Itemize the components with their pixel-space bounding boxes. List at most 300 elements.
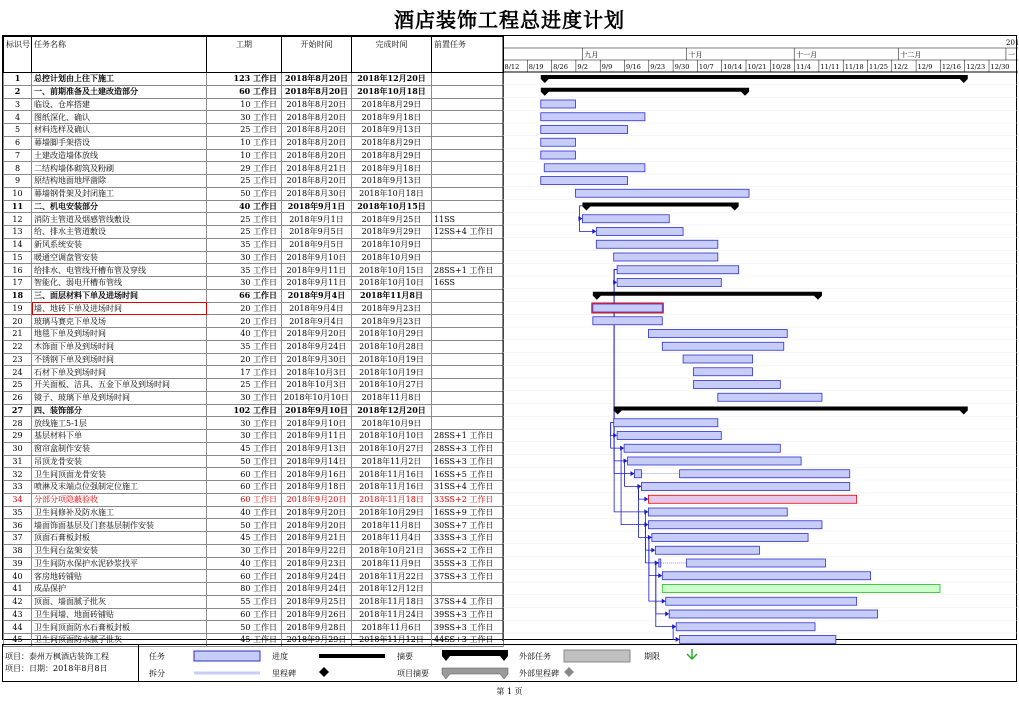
- task-predecessors[interactable]: [432, 85, 504, 98]
- task-duration[interactable]: 45 工作日: [207, 442, 282, 455]
- task-predecessors[interactable]: [432, 175, 504, 188]
- task-start[interactable]: 2018年8月21日: [282, 162, 352, 175]
- task-id[interactable]: 4: [4, 111, 32, 124]
- task-id[interactable]: 3: [4, 98, 32, 111]
- table-row[interactable]: [4, 532, 504, 545]
- task-id[interactable]: 9: [4, 175, 32, 188]
- task-id[interactable]: 38: [4, 544, 32, 557]
- table-row[interactable]: [4, 289, 504, 302]
- task-start[interactable]: 2018年8月20日: [282, 98, 352, 111]
- table-row[interactable]: [4, 85, 504, 98]
- task-predecessors[interactable]: 11SS: [432, 213, 504, 226]
- task-name[interactable]: 喷淋及末端点位强制定位施工: [32, 481, 207, 494]
- task-predecessors[interactable]: [432, 289, 504, 302]
- task-predecessors[interactable]: [432, 111, 504, 124]
- task-start[interactable]: 2018年9月30日: [282, 353, 352, 366]
- task-duration[interactable]: 40 工作日: [207, 200, 282, 213]
- task-duration[interactable]: 30 工作日: [207, 417, 282, 430]
- task-name[interactable]: 吊顶龙骨安装: [32, 455, 207, 468]
- task-predecessors[interactable]: 33SS+3 工作日: [432, 532, 504, 545]
- task-duration[interactable]: 25 工作日: [207, 213, 282, 226]
- task-name[interactable]: 卫生间顶面防水石膏板封板: [32, 621, 207, 634]
- task-start[interactable]: 2018年9月25日: [282, 595, 352, 608]
- task-start[interactable]: 2018年8月20日: [282, 136, 352, 149]
- task-id[interactable]: 33: [4, 481, 32, 494]
- table-row[interactable]: [4, 213, 504, 226]
- task-duration[interactable]: 30 工作日: [207, 111, 282, 124]
- task-duration[interactable]: 123 工作日: [207, 73, 282, 86]
- task-predecessors[interactable]: 44SS+3 工作日: [432, 634, 504, 647]
- task-name[interactable]: 总控计划由上往下施工: [32, 73, 207, 86]
- task-finish[interactable]: 2018年10月19日: [352, 366, 432, 379]
- table-row[interactable]: [4, 328, 504, 341]
- task-duration[interactable]: 60 工作日: [207, 570, 282, 583]
- task-id[interactable]: 21: [4, 328, 32, 341]
- task-start[interactable]: 2018年8月20日: [282, 111, 352, 124]
- task-predecessors[interactable]: [432, 340, 504, 353]
- task-finish[interactable]: 2018年11月22日: [352, 570, 432, 583]
- task-name[interactable]: 窗帘盒制作安装: [32, 442, 207, 455]
- task-start[interactable]: 2018年9月4日: [282, 289, 352, 302]
- task-predecessors[interactable]: 16SS+9 工作日: [432, 506, 504, 519]
- task-predecessors[interactable]: 28SS+1 工作日: [432, 430, 504, 443]
- task-duration[interactable]: 30 工作日: [207, 391, 282, 404]
- task-start[interactable]: 2018年9月22日: [282, 544, 352, 557]
- task-id[interactable]: 8: [4, 162, 32, 175]
- table-row[interactable]: [4, 175, 504, 188]
- task-predecessors[interactable]: [432, 149, 504, 162]
- task-name[interactable]: 二结构墙体砌筑及粉刷: [32, 162, 207, 175]
- task-duration[interactable]: 66 工作日: [207, 289, 282, 302]
- table-row[interactable]: [4, 583, 504, 596]
- task-name[interactable]: 放线施工5-1层: [32, 417, 207, 430]
- task-start[interactable]: 2018年9月20日: [282, 506, 352, 519]
- table-row[interactable]: [4, 544, 504, 557]
- task-id[interactable]: 5: [4, 124, 32, 137]
- task-predecessors[interactable]: [432, 73, 504, 86]
- task-predecessors[interactable]: 33SS+2 工作日: [432, 493, 504, 506]
- task-id[interactable]: 19: [4, 302, 32, 315]
- task-finish[interactable]: 2018年11月18日: [352, 595, 432, 608]
- task-finish[interactable]: 2018年10月10日: [352, 277, 432, 290]
- table-row[interactable]: [4, 251, 504, 264]
- task-finish[interactable]: 2018年10月29日: [352, 506, 432, 519]
- task-start[interactable]: 2018年9月4日: [282, 315, 352, 328]
- task-finish[interactable]: 2018年10月15日: [352, 264, 432, 277]
- task-start[interactable]: 2018年9月10日: [282, 417, 352, 430]
- table-row[interactable]: [4, 519, 504, 532]
- task-predecessors[interactable]: [432, 238, 504, 251]
- task-start[interactable]: 2018年8月20日: [282, 175, 352, 188]
- task-predecessors[interactable]: 37SS+3 工作日: [432, 570, 504, 583]
- task-predecessors[interactable]: [432, 353, 504, 366]
- task-duration[interactable]: 35 工作日: [207, 340, 282, 353]
- table-row[interactable]: [4, 468, 504, 481]
- table-row[interactable]: [4, 149, 504, 162]
- task-name[interactable]: 成品保护: [32, 583, 207, 596]
- task-name[interactable]: 新风系统安装: [32, 238, 207, 251]
- task-start[interactable]: 2018年9月24日: [282, 583, 352, 596]
- task-predecessors[interactable]: [432, 583, 504, 596]
- task-duration[interactable]: 10 工作日: [207, 98, 282, 111]
- table-row[interactable]: [4, 277, 504, 290]
- task-id[interactable]: 29: [4, 430, 32, 443]
- task-id[interactable]: 1: [4, 73, 32, 86]
- task-finish[interactable]: 2018年8月29日: [352, 136, 432, 149]
- task-id[interactable]: 41: [4, 583, 32, 596]
- table-row[interactable]: [4, 595, 504, 608]
- task-duration[interactable]: 25 工作日: [207, 226, 282, 239]
- task-start[interactable]: 2018年9月28日: [282, 621, 352, 634]
- task-name[interactable]: 墙、地砖下单及进场时间: [32, 302, 207, 315]
- task-id[interactable]: 7: [4, 149, 32, 162]
- task-duration[interactable]: 25 工作日: [207, 124, 282, 137]
- table-row[interactable]: [4, 73, 504, 86]
- task-start[interactable]: 2018年9月29日: [282, 634, 352, 647]
- task-duration[interactable]: 80 工作日: [207, 583, 282, 596]
- task-name[interactable]: 顶面石膏板封板: [32, 532, 207, 545]
- table-row[interactable]: [4, 391, 504, 404]
- task-name[interactable]: 智能化、弱电开槽布管线: [32, 277, 207, 290]
- table-row[interactable]: [4, 315, 504, 328]
- task-predecessors[interactable]: [432, 315, 504, 328]
- task-id[interactable]: 25: [4, 379, 32, 392]
- task-predecessors[interactable]: 28SS+1 工作日: [432, 264, 504, 277]
- table-row[interactable]: [4, 366, 504, 379]
- task-duration[interactable]: 17 工作日: [207, 366, 282, 379]
- task-duration[interactable]: 50 工作日: [207, 621, 282, 634]
- task-id[interactable]: 10: [4, 187, 32, 200]
- task-start[interactable]: 2018年9月13日: [282, 442, 352, 455]
- table-row[interactable]: [4, 417, 504, 430]
- task-finish[interactable]: 2018年10月27日: [352, 379, 432, 392]
- task-name[interactable]: 顶面、墙面腻子批灰: [32, 595, 207, 608]
- task-start[interactable]: 2018年10月10日: [282, 391, 352, 404]
- task-predecessors[interactable]: [432, 136, 504, 149]
- table-row[interactable]: [4, 455, 504, 468]
- task-predecessors[interactable]: 16SS+3 工作日: [432, 455, 504, 468]
- task-id[interactable]: 44: [4, 621, 32, 634]
- task-id[interactable]: 14: [4, 238, 32, 251]
- task-name[interactable]: 二、机电安装部分: [32, 200, 207, 213]
- table-row[interactable]: [4, 200, 504, 213]
- task-finish[interactable]: 2018年8月29日: [352, 149, 432, 162]
- task-name[interactable]: 不锈钢下单及到场时间: [32, 353, 207, 366]
- task-predecessors[interactable]: [432, 302, 504, 315]
- task-id[interactable]: 22: [4, 340, 32, 353]
- task-finish[interactable]: 2018年10月9日: [352, 251, 432, 264]
- task-name[interactable]: 石材下单及到场时间: [32, 366, 207, 379]
- task-finish[interactable]: 2018年8月29日: [352, 98, 432, 111]
- task-start[interactable]: 2018年9月16日: [282, 468, 352, 481]
- task-start[interactable]: 2018年9月23日: [282, 557, 352, 570]
- task-duration[interactable]: 50 工作日: [207, 187, 282, 200]
- task-finish[interactable]: 2018年9月23日: [352, 302, 432, 315]
- task-duration[interactable]: 40 工作日: [207, 328, 282, 341]
- task-finish[interactable]: 2018年10月19日: [352, 353, 432, 366]
- task-duration[interactable]: 20 工作日: [207, 315, 282, 328]
- task-start[interactable]: 2018年9月1日: [282, 213, 352, 226]
- task-start[interactable]: 2018年9月10日: [282, 251, 352, 264]
- task-start[interactable]: 2018年8月20日: [282, 85, 352, 98]
- task-id[interactable]: 34: [4, 493, 32, 506]
- task-start[interactable]: 2018年9月20日: [282, 328, 352, 341]
- task-predecessors[interactable]: 31SS+4 工作日: [432, 481, 504, 494]
- task-finish[interactable]: 2018年10月29日: [352, 328, 432, 341]
- column-header-finish[interactable]: 完成时间: [352, 37, 432, 73]
- task-duration[interactable]: 40 工作日: [207, 506, 282, 519]
- task-predecessors[interactable]: [432, 251, 504, 264]
- task-start[interactable]: 2018年9月11日: [282, 264, 352, 277]
- task-name[interactable]: 客房地砖铺贴: [32, 570, 207, 583]
- task-predecessors[interactable]: [432, 162, 504, 175]
- task-finish[interactable]: 2018年9月25日: [352, 213, 432, 226]
- task-finish[interactable]: 2018年12月12日: [352, 583, 432, 596]
- table-row[interactable]: [4, 353, 504, 366]
- table-row[interactable]: [4, 379, 504, 392]
- table-row[interactable]: [4, 226, 504, 239]
- task-id[interactable]: 16: [4, 264, 32, 277]
- task-duration[interactable]: 45 工作日: [207, 532, 282, 545]
- task-name[interactable]: 开关面板、洁具、五金下单及到场时间: [32, 379, 207, 392]
- task-id[interactable]: 42: [4, 595, 32, 608]
- task-predecessors[interactable]: 16SS+5 工作日: [432, 468, 504, 481]
- task-name[interactable]: 卫生间顶面防水腻子批灰: [32, 634, 207, 647]
- task-duration[interactable]: 60 工作日: [207, 468, 282, 481]
- task-finish[interactable]: 2018年10月21日: [352, 544, 432, 557]
- task-start[interactable]: 2018年8月20日: [282, 73, 352, 86]
- table-row[interactable]: [4, 111, 504, 124]
- task-id[interactable]: 45: [4, 634, 32, 647]
- table-row[interactable]: [4, 187, 504, 200]
- task-duration[interactable]: 45 工作日: [207, 634, 282, 647]
- task-finish[interactable]: 2018年11月12日: [352, 634, 432, 647]
- task-id[interactable]: 26: [4, 391, 32, 404]
- task-name[interactable]: 土建改造墙体放线: [32, 149, 207, 162]
- task-name[interactable]: 消防主管道及烟感管线敷设: [32, 213, 207, 226]
- task-id[interactable]: 6: [4, 136, 32, 149]
- task-name[interactable]: 幕墙钢骨架及封闭施工: [32, 187, 207, 200]
- task-duration[interactable]: 30 工作日: [207, 277, 282, 290]
- task-name[interactable]: 临设、仓库搭建: [32, 98, 207, 111]
- task-duration[interactable]: 25 工作日: [207, 379, 282, 392]
- task-finish[interactable]: 2018年11月6日: [352, 621, 432, 634]
- task-start[interactable]: 2018年9月10日: [282, 404, 352, 417]
- task-duration[interactable]: 29 工作日: [207, 162, 282, 175]
- task-predecessors[interactable]: [432, 124, 504, 137]
- task-finish[interactable]: 2018年11月18日: [352, 493, 432, 506]
- task-predecessors[interactable]: [432, 328, 504, 341]
- task-id[interactable]: 15: [4, 251, 32, 264]
- task-predecessors[interactable]: 16SS: [432, 277, 504, 290]
- task-name[interactable]: 图纸深化、确认: [32, 111, 207, 124]
- task-finish[interactable]: 2018年10月10日: [352, 430, 432, 443]
- task-start[interactable]: 2018年9月20日: [282, 493, 352, 506]
- table-row[interactable]: [4, 302, 504, 315]
- task-predecessors[interactable]: 28SS+3 工作日: [432, 442, 504, 455]
- task-finish[interactable]: 2018年11月9日: [352, 557, 432, 570]
- table-row[interactable]: [4, 340, 504, 353]
- task-finish[interactable]: 2018年9月29日: [352, 226, 432, 239]
- task-duration[interactable]: 30 工作日: [207, 430, 282, 443]
- task-name[interactable]: 基层材料下单: [32, 430, 207, 443]
- task-finish[interactable]: 2018年10月9日: [352, 417, 432, 430]
- task-duration[interactable]: 25 工作日: [207, 175, 282, 188]
- task-finish[interactable]: 2018年11月8日: [352, 289, 432, 302]
- task-name[interactable]: 三、面层材料下单及进场时间: [32, 289, 207, 302]
- task-duration[interactable]: 50 工作日: [207, 519, 282, 532]
- task-finish[interactable]: 2018年11月16日: [352, 468, 432, 481]
- table-row[interactable]: [4, 442, 504, 455]
- task-name[interactable]: 材料选样及确认: [32, 124, 207, 137]
- task-predecessors[interactable]: [432, 404, 504, 417]
- task-id[interactable]: 40: [4, 570, 32, 583]
- table-row[interactable]: [4, 621, 504, 634]
- task-duration[interactable]: 50 工作日: [207, 455, 282, 468]
- task-duration[interactable]: 60 工作日: [207, 493, 282, 506]
- task-id[interactable]: 31: [4, 455, 32, 468]
- task-start[interactable]: 2018年9月5日: [282, 226, 352, 239]
- task-finish[interactable]: 2018年11月8日: [352, 391, 432, 404]
- task-name[interactable]: 卫生间墙、地面砖铺贴: [32, 608, 207, 621]
- task-duration[interactable]: 60 工作日: [207, 608, 282, 621]
- table-row[interactable]: [4, 570, 504, 583]
- task-name[interactable]: 卫生间防水保护水泥砂浆找平: [32, 557, 207, 570]
- task-id[interactable]: 28: [4, 417, 32, 430]
- task-duration[interactable]: 35 工作日: [207, 264, 282, 277]
- task-start[interactable]: 2018年9月24日: [282, 340, 352, 353]
- task-name[interactable]: 四、装饰部分: [32, 404, 207, 417]
- task-finish[interactable]: 2018年9月18日: [352, 162, 432, 175]
- task-finish[interactable]: 2018年11月4日: [352, 532, 432, 545]
- task-id[interactable]: 37: [4, 532, 32, 545]
- task-id[interactable]: 43: [4, 608, 32, 621]
- task-id[interactable]: 20: [4, 315, 32, 328]
- task-id[interactable]: 11: [4, 200, 32, 213]
- table-row[interactable]: [4, 162, 504, 175]
- task-duration[interactable]: 102 工作日: [207, 404, 282, 417]
- task-finish[interactable]: 2018年11月2日: [352, 455, 432, 468]
- task-finish[interactable]: 2018年12月20日: [352, 404, 432, 417]
- column-header-predecessors[interactable]: 前置任务: [432, 37, 504, 73]
- task-duration[interactable]: 40 工作日: [207, 557, 282, 570]
- task-id[interactable]: 13: [4, 226, 32, 239]
- task-id[interactable]: 30: [4, 442, 32, 455]
- task-start[interactable]: 2018年9月14日: [282, 455, 352, 468]
- task-duration[interactable]: 60 工作日: [207, 481, 282, 494]
- column-header-name[interactable]: 任务名称: [32, 37, 207, 73]
- task-start[interactable]: 2018年8月20日: [282, 124, 352, 137]
- task-name[interactable]: 给、排水主管道敷设: [32, 226, 207, 239]
- task-finish[interactable]: 2018年9月13日: [352, 175, 432, 188]
- task-finish[interactable]: 2018年10月15日: [352, 200, 432, 213]
- task-name[interactable]: 分部分项隐蔽验收: [32, 493, 207, 506]
- task-start[interactable]: 2018年9月5日: [282, 238, 352, 251]
- task-name[interactable]: 卫生间台盆架安装: [32, 544, 207, 557]
- task-finish[interactable]: 2018年9月13日: [352, 124, 432, 137]
- task-id[interactable]: 2: [4, 85, 32, 98]
- task-duration[interactable]: 10 工作日: [207, 149, 282, 162]
- task-name[interactable]: 玻璃马赛克下单及场: [32, 315, 207, 328]
- task-name[interactable]: 墙面饰面基层及门套基层制作安装: [32, 519, 207, 532]
- task-duration[interactable]: 20 工作日: [207, 302, 282, 315]
- task-start[interactable]: 2018年10月3日: [282, 379, 352, 392]
- task-duration[interactable]: 30 工作日: [207, 544, 282, 557]
- task-id[interactable]: 36: [4, 519, 32, 532]
- task-start[interactable]: 2018年9月11日: [282, 277, 352, 290]
- task-id[interactable]: 39: [4, 557, 32, 570]
- table-row[interactable]: [4, 264, 504, 277]
- task-duration[interactable]: 55 工作日: [207, 595, 282, 608]
- task-predecessors[interactable]: 35SS+3 工作日: [432, 557, 504, 570]
- task-start[interactable]: 2018年10月3日: [282, 366, 352, 379]
- task-start[interactable]: 2018年8月30日: [282, 187, 352, 200]
- task-predecessors[interactable]: 39SS+3 工作日: [432, 608, 504, 621]
- table-row[interactable]: [4, 404, 504, 417]
- task-start[interactable]: 2018年9月21日: [282, 532, 352, 545]
- table-row[interactable]: [4, 98, 504, 111]
- task-predecessors[interactable]: 39SS+3 工作日: [432, 621, 504, 634]
- table-row[interactable]: [4, 238, 504, 251]
- task-start[interactable]: 2018年9月18日: [282, 481, 352, 494]
- task-name[interactable]: 一、前期准备及土建改造部分: [32, 85, 207, 98]
- task-start[interactable]: 2018年9月4日: [282, 302, 352, 315]
- table-row[interactable]: [4, 430, 504, 443]
- task-name[interactable]: 幕墙脚手架搭设: [32, 136, 207, 149]
- task-duration[interactable]: 30 工作日: [207, 251, 282, 264]
- table-row[interactable]: [4, 124, 504, 137]
- task-name[interactable]: 原结构地面地坪凿除: [32, 175, 207, 188]
- task-predecessors[interactable]: [432, 187, 504, 200]
- task-name[interactable]: 卫生间修补及防水施工: [32, 506, 207, 519]
- column-header-start[interactable]: 开始时间: [282, 37, 352, 73]
- task-finish[interactable]: 2018年9月18日: [352, 111, 432, 124]
- task-predecessors[interactable]: [432, 366, 504, 379]
- table-row[interactable]: [4, 493, 504, 506]
- table-row[interactable]: [4, 481, 504, 494]
- task-duration[interactable]: 10 工作日: [207, 136, 282, 149]
- task-name[interactable]: 给排水、电管线开槽布管及穿线: [32, 264, 207, 277]
- column-header-id[interactable]: 标识号: [4, 37, 32, 73]
- table-row[interactable]: [4, 136, 504, 149]
- task-duration[interactable]: 60 工作日: [207, 85, 282, 98]
- task-finish[interactable]: 2018年10月28日: [352, 340, 432, 353]
- task-start[interactable]: 2018年9月20日: [282, 519, 352, 532]
- task-duration[interactable]: 20 工作日: [207, 353, 282, 366]
- table-row[interactable]: [4, 557, 504, 570]
- task-id[interactable]: 17: [4, 277, 32, 290]
- task-finish[interactable]: 2018年12月20日: [352, 73, 432, 86]
- task-finish[interactable]: 2018年11月16日: [352, 481, 432, 494]
- task-id[interactable]: 32: [4, 468, 32, 481]
- task-name[interactable]: 地毯下单及到场时间: [32, 328, 207, 341]
- column-header-duration[interactable]: 工期: [207, 37, 282, 73]
- task-name[interactable]: 暖通空调盘管安装: [32, 251, 207, 264]
- task-predecessors[interactable]: 37SS+4 工作日: [432, 595, 504, 608]
- task-predecessors[interactable]: 12SS+4 工作日: [432, 226, 504, 239]
- task-finish[interactable]: 2018年10月9日: [352, 238, 432, 251]
- task-predecessors[interactable]: 30SS+7 工作日: [432, 519, 504, 532]
- task-predecessors[interactable]: [432, 98, 504, 111]
- task-start[interactable]: 2018年9月26日: [282, 608, 352, 621]
- task-id[interactable]: 23: [4, 353, 32, 366]
- task-finish[interactable]: 2018年10月18日: [352, 187, 432, 200]
- task-finish[interactable]: 2018年11月8日: [352, 519, 432, 532]
- task-id[interactable]: 27: [4, 404, 32, 417]
- task-name[interactable]: 木饰面下单及到场时间: [32, 340, 207, 353]
- task-finish[interactable]: 2018年10月27日: [352, 442, 432, 455]
- task-name[interactable]: 镜子、玻璃下单及到场时间: [32, 391, 207, 404]
